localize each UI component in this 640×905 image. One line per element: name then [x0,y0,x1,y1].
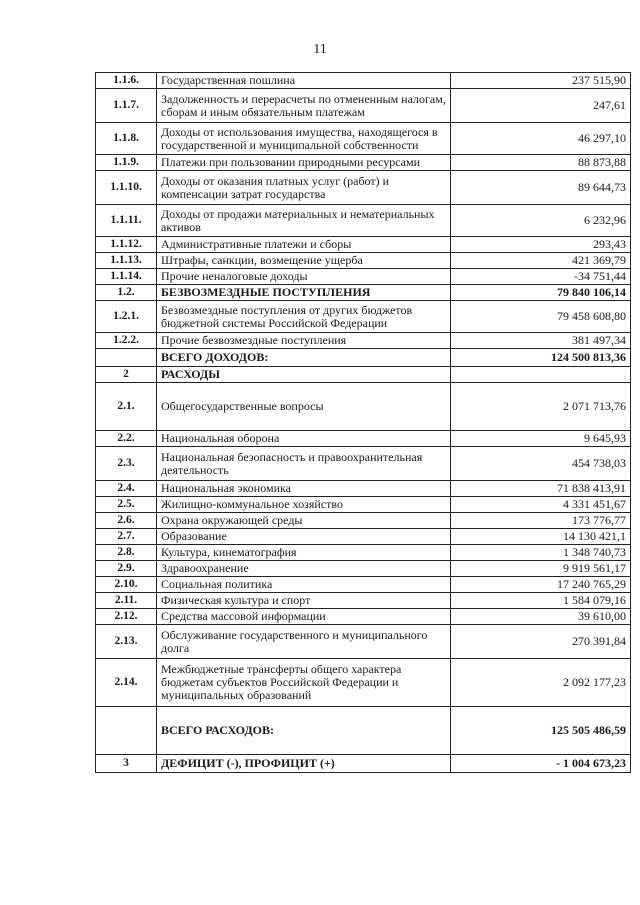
row-code: 1.1.9. [96,155,157,171]
row-name: Образование [157,529,451,545]
row-name: Прочие безвозмездные поступления [157,333,451,349]
table-row [96,529,631,545]
table-body [96,73,631,773]
row-amount: 6 232,96 [451,205,631,237]
row-code: 2.3. [96,447,157,481]
row-amount: 9 645,93 [451,431,631,447]
row-name: Безвозмездные поступления от других бюджетов бюджетной системы Российской Федерации [157,301,451,333]
row-name: Доходы от использования имущества, находящегося в государственной и муниципальной собственности [157,123,451,155]
row-amount: 1 584 079,16 [451,593,631,609]
row-name: Межбюджетные трансферты общего характера бюджетам субъектов Российской Федерации и муниципальных образований [157,659,451,707]
row-code: 1.1.12. [96,237,157,253]
row-code: 1.1.6. [96,73,157,89]
row-amount: 173 776,77 [451,513,631,529]
row-name: Национальная экономика [157,481,451,497]
row-code: 1.1.14. [96,269,157,285]
row-code [96,707,157,755]
table-row [96,447,631,481]
row-code: 2.14. [96,659,157,707]
table-row [96,269,631,285]
row-amount: 39 610,00 [451,609,631,625]
table-row [96,205,631,237]
table-row [96,561,631,577]
table-row [96,301,631,333]
row-amount: 237 515,90 [451,73,631,89]
row-code: 2.2. [96,431,157,447]
row-code: 3 [96,755,157,773]
table-row [96,513,631,529]
row-amount: 46 297,10 [451,123,631,155]
table-row [96,123,631,155]
row-code: 2.12. [96,609,157,625]
row-code: 1.1.11. [96,205,157,237]
row-name: Охрана окружающей среды [157,513,451,529]
row-name: БЕЗВОЗМЕЗДНЫЕ ПОСТУПЛЕНИЯ [157,285,451,301]
row-amount: 17 240 765,29 [451,577,631,593]
table-row [96,383,631,431]
page-number: 11 [313,42,327,57]
row-amount: 14 130 421,1 [451,529,631,545]
row-name: ВСЕГО РАСХОДОВ: [157,707,451,755]
row-name: Национальная оборона [157,431,451,447]
row-amount: 125 505 486,59 [451,707,631,755]
row-amount: 381 497,34 [451,333,631,349]
row-amount: 89 644,73 [451,171,631,205]
row-amount: 79 458 608,80 [451,301,631,333]
row-code: 2.9. [96,561,157,577]
table-row [96,89,631,123]
row-name: ВСЕГО ДОХОДОВ: [157,349,451,367]
row-code: 2.1. [96,383,157,431]
row-name: Обслуживание государственного и муниципального долга [157,625,451,659]
row-name: ДЕФИЦИТ (-), ПРОФИЦИТ (+) [157,755,451,773]
row-name: Штрафы, санкции, возмещение ущерба [157,253,451,269]
table-row [96,237,631,253]
row-code: 2.11. [96,593,157,609]
table-row [96,481,631,497]
row-name: Физическая культура и спорт [157,593,451,609]
row-code: 2.6. [96,513,157,529]
table-row [96,367,631,383]
row-name: Социальная политика [157,577,451,593]
row-code: 1.2.2. [96,333,157,349]
row-name: Доходы от оказания платных услуг (работ) и компенсации затрат государства [157,171,451,205]
row-code: 1.2.1. [96,301,157,333]
table-row [96,609,631,625]
table-row [96,253,631,269]
row-amount: 293,43 [451,237,631,253]
row-amount: 4 331 451,67 [451,497,631,513]
row-name: Прочие неналоговые доходы [157,269,451,285]
table-row [96,285,631,301]
row-amount: 88 873,88 [451,155,631,171]
row-amount: 421 369,79 [451,253,631,269]
row-name: Административные платежи и сборы [157,237,451,253]
row-code: 2.5. [96,497,157,513]
row-name: Общегосударственные вопросы [157,383,451,431]
table-row [96,155,631,171]
table-row [96,73,631,89]
row-amount: -34 751,44 [451,269,631,285]
table-row [96,171,631,205]
row-code: 2.13. [96,625,157,659]
table-row [96,593,631,609]
table-row [96,431,631,447]
row-code: 2 [96,367,157,383]
row-amount: 9 919 561,17 [451,561,631,577]
row-name: Жилищно-коммунальное хозяйство [157,497,451,513]
row-code: 1.1.8. [96,123,157,155]
table-row [96,333,631,349]
table-row [96,577,631,593]
row-code [96,349,157,367]
row-amount: 71 838 413,91 [451,481,631,497]
table-row [96,497,631,513]
row-amount: 79 840 106,14 [451,285,631,301]
row-name: Средства массовой информации [157,609,451,625]
row-name: Государственная пошлина [157,73,451,89]
row-amount: 270 391,84 [451,625,631,659]
row-code: 1.1.10. [96,171,157,205]
row-name: Здравоохранение [157,561,451,577]
row-code: 2.8. [96,545,157,561]
row-code: 2.4. [96,481,157,497]
row-name: Доходы от продажи материальных и нематериальных активов [157,205,451,237]
row-amount: 2 092 177,23 [451,659,631,707]
row-name: Культура, кинематография [157,545,451,561]
table-row [96,349,631,367]
row-amount: 124 500 813,36 [451,349,631,367]
row-name: Национальная безопасность и правоохранительная деятельность [157,447,451,481]
table-row [96,625,631,659]
row-amount: - 1 004 673,23 [451,755,631,773]
row-amount: 247,61 [451,89,631,123]
budget-table [95,72,631,773]
row-code: 2.10. [96,577,157,593]
table-row [96,659,631,707]
row-name: РАСХОДЫ [157,367,451,383]
row-amount: 1 348 740,73 [451,545,631,561]
row-amount: 2 071 713,76 [451,383,631,431]
row-amount: 454 738,03 [451,447,631,481]
row-name: Задолженность и перерасчеты по отмененным налогам, сборам и иным обязательным платежам [157,89,451,123]
row-code: 2.7. [96,529,157,545]
row-code: 1.1.7. [96,89,157,123]
table-row [96,707,631,755]
table-row [96,545,631,561]
row-name: Платежи при пользовании природными ресурсами [157,155,451,171]
row-code: 1.2. [96,285,157,301]
table-row [96,755,631,773]
row-code: 1.1.13. [96,253,157,269]
row-amount [451,367,631,383]
